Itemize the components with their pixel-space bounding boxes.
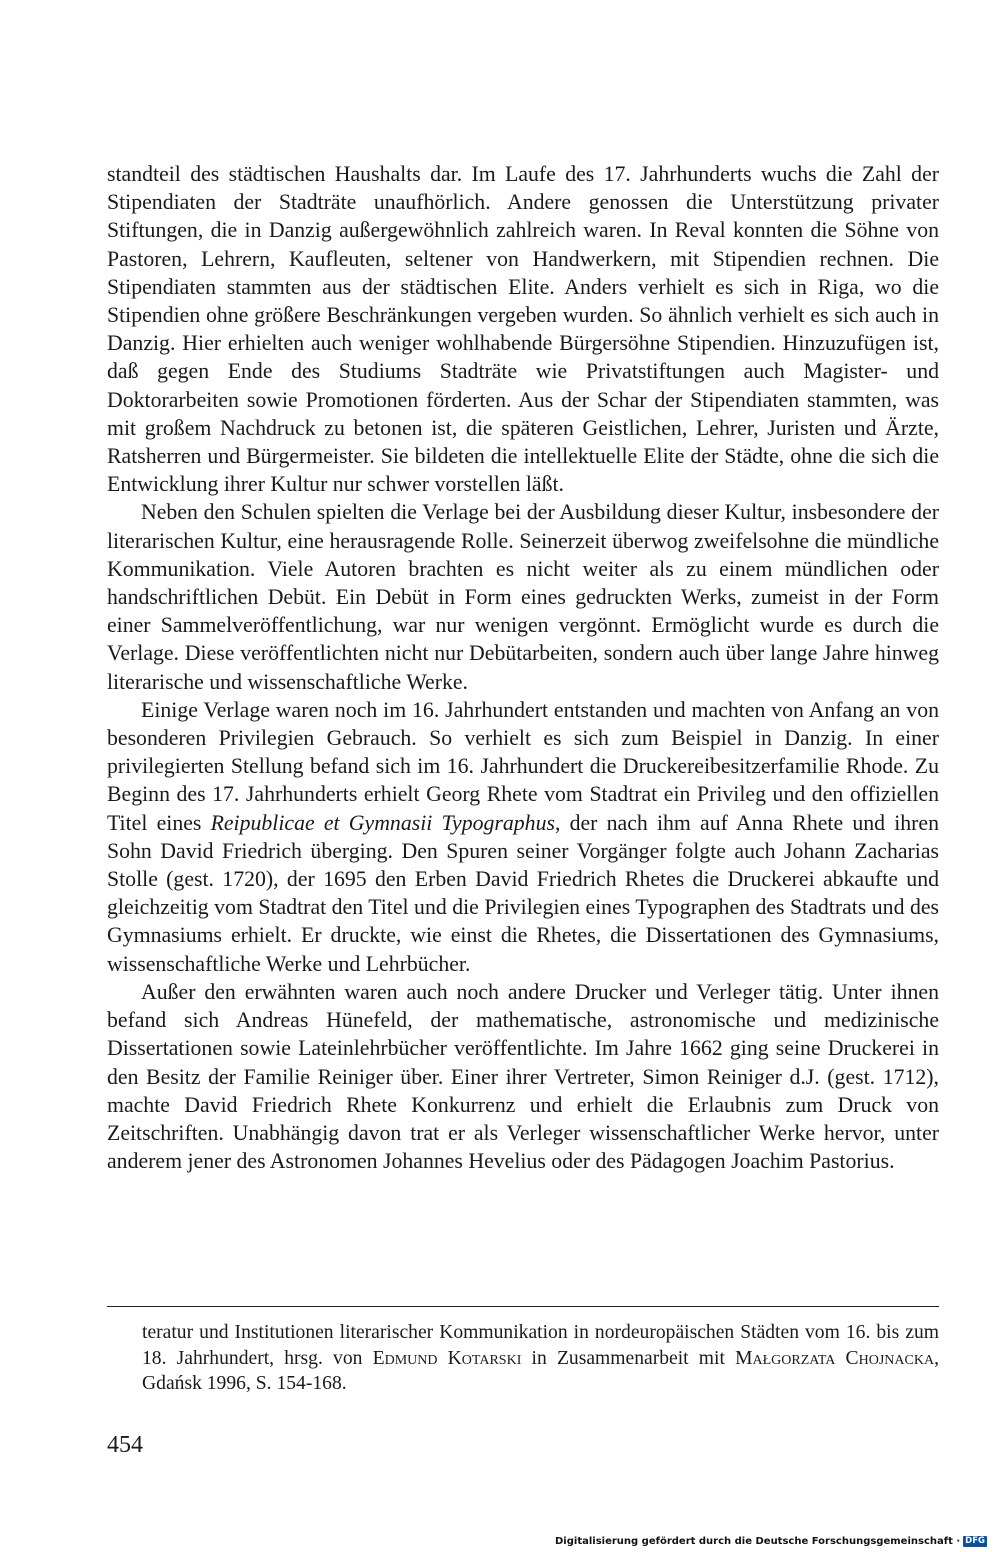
paragraph [107, 498, 939, 695]
author-name: Małgorzata Chojnacka [735, 1347, 935, 1369]
paragraph [107, 696, 939, 978]
footnote-segment: teratur und Institutionen literarischer Kommunikation in nordeuropäischen Städten vom 16. bis zum 18. Jahrhundert, hrsg. von [142, 1322, 939, 1369]
paragraph-text: Außer den erwähnten waren auch noch andere Drucker und Verleger tätig. Unter ihnen befand sich Andreas Hünefeld, der mathematische, astronomische und medizinische Dissertationen sowie Lateinlehrbücher veröffentlichte. Im Jahre 1662 ging seine Druckerei in den Besitz der Familie Reiniger über. Einer ihrer Vertreter, Simon Reiniger d.J. (gest. 1712), machte David Friedrich Rhete Konkurrenz und erhielt die Erlaubnis zum Druck von Zeitschriften. Unabhängig davon trat er als Verleger wissenschaftlicher Werke hervor, unter anderem jener des Astronomen Johannes Hevelius oder des Pädagogen Joachim Pastorius. [107, 979, 939, 1174]
paragraph-text: Einige Verlage waren noch im 16. Jahrhundert entstanden und machten von Anfang an von besonderen Privilegien Gebrauch. So verhielt es sich zum Beispiel in Danzig. In einer privilegierten Stellung befand sich im 16. Jahrhundert die Druckereibesitzerfamilie Rhode. Zu Beginn des 17. Jahrhunderts erhielt Georg Rhete vom Stadtrat ein Privileg und den offiziellen Titel eines [107, 697, 939, 835]
funding-note [555, 1536, 987, 1547]
funding-note-text: Digitalisierung gefördert durch die Deutsche Forschungsgemeinschaft · [555, 1536, 961, 1547]
footnote-segment: , Gdańsk 1996, S. 154-168. [142, 1347, 939, 1394]
paragraph [107, 978, 939, 1175]
paragraph-text: , der nach ihm auf Anna Rhete und ihren Sohn David Friedrich überging. Den Spuren seiner Vorgänger folgte auch Johann Zacharias Stolle (gest. 1720), der 1695 den Erben David Friedrich Rhetes die Druckerei abkaufte und gleichzeitig vom Stadtrat den Titel und die Privilegien eines Typographen des Stadtrats und des Gymnasiums erhielt. Er druckte, wie einst die Rhetes, die Dissertationen des Gymnasiums, wissenschaftliche Werke und Lehrbücher. [107, 810, 939, 976]
paragraph-text: standteil des städtischen Haushalts dar. Im Laufe des 17. Jahrhunderts wuchs die Zahl der Stipendiaten der Stadträte unaufhörlich. Andere genossen die Unterstützung privater Stiftungen, die in Danzig außergewöhnlich zahlreich waren. In Reval konnten die Söhne von Pastoren, Lehrern, Kaufleuten, seltener von Handwerkern, mit Stipendien rechnen. Die Stipendiaten stammten aus der städtischen Elite. Anders verhielt es sich in Riga, wo die Stipendien ohne größere Beschränkungen vergeben wurden. So ähnlich verhielt es sich auch in Danzig. Hier erhielten auch weniger wohlhabende Bürgersöhne Stipendien. Hinzuzufügen ist, daß gegen Ende des Studiums Stadträte wie Privatstiftungen auch Magister- und Doktorarbeiten sowie Promotionen förderten. Aus der Schar der Stipendiaten stammten, was mit großem Nachdruck zu betonen ist, die späteren Geistlichen, Lehrer, Juristen und Ärzte, Ratsherren und Bürgermeister. Sie bildeten die intellektuelle Elite der Städte, ohne die sich die Entwicklung ihrer Kultur nur schwer vorstellen läßt. [107, 162, 939, 497]
body-text [107, 160, 939, 1175]
footnote-separator [107, 1306, 939, 1307]
author-name: Edmund Kotarski [372, 1347, 522, 1369]
page-number: 454 [107, 1432, 143, 1458]
dfg-logo: DFG [965, 1536, 985, 1546]
paragraph [107, 160, 939, 498]
footnote-segment: in Zusammenarbeit mit [521, 1347, 736, 1369]
paragraph-text: Neben den Schulen spielten die Verlage bei der Ausbildung dieser Kultur, insbesondere der literarischen Kultur, eine herausragende Rolle. Seinerzeit überwog zweifelsohne die mündliche Kommunikation. Viele Autoren brachten es nicht weiter als zu einem mündlichen oder handschriftlichen Debüt. Ein Debüt in Form eines gedruckten Werks, zumeist in der Form einer Sammelveröffentlichung, war nur wenigen vergönnt. Ermöglicht wurde es durch die Verlage. Diese veröffentlichten nicht nur Debütarbeiten, sondern auch über lange Jahre hinweg literarische und wissenschaftliche Werke. [107, 500, 939, 694]
footnote-text [142, 1320, 939, 1397]
italic-title: Reipublicae et Gymnasii Typographus [210, 810, 555, 835]
footnote [142, 1320, 939, 1397]
